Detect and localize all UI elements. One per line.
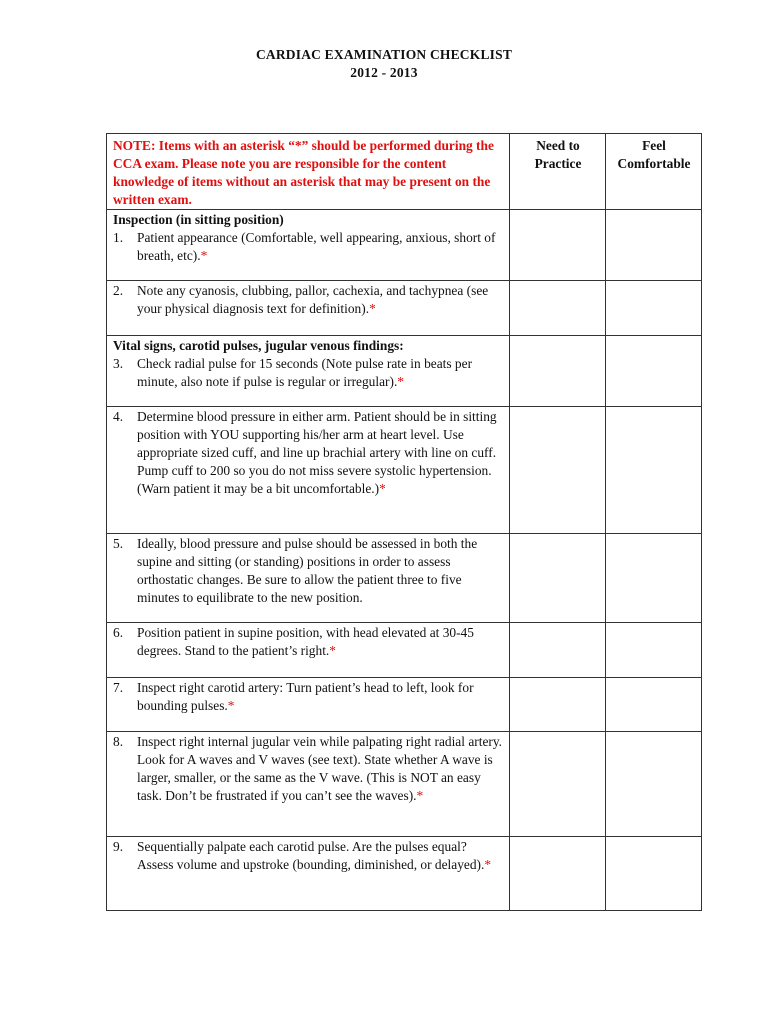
item-text-body: Inspect right internal jugular vein while palpating right radial artery. Look for A waves and V waves (see text). State whether A wave is larger, smaller, or the same as the V wave. (This is NOT an easy task. Don’t be frustrated if you can’t see the waves). xyxy=(137,734,503,803)
item-text-body: Note any cyanosis, clubbing, pallor, cachexia, and tachypnea (see your physical diagnosis text for definition). xyxy=(137,283,489,316)
table-row xyxy=(107,732,702,837)
asterisk-mark: * xyxy=(379,481,386,496)
table-row xyxy=(107,837,702,911)
item-cell xyxy=(107,407,510,534)
item-number: 3. xyxy=(113,356,124,371)
table-row xyxy=(107,678,702,732)
item-number: 1. xyxy=(113,230,124,245)
asterisk-mark: * xyxy=(416,788,424,803)
need-to-practice-checkbox[interactable] xyxy=(510,336,606,407)
asterisk-mark: * xyxy=(200,248,208,263)
table-row xyxy=(107,407,702,534)
asterisk-mark: * xyxy=(227,698,235,713)
item-text xyxy=(137,733,504,805)
item-number: 9. xyxy=(113,839,124,854)
item-number: 8. xyxy=(113,734,124,749)
item-number: 6. xyxy=(113,625,124,640)
document-title: CARDIAC EXAMINATION CHECKLIST xyxy=(255,47,513,62)
section-title: Vital signs, carotid pulses, jugular venous findings: xyxy=(113,338,404,353)
feel-comfortable-checkbox[interactable] xyxy=(606,281,702,336)
feel-comfortable-label: Feel Comfortable xyxy=(617,138,691,171)
item-text-body: Check radial pulse for 15 seconds (Note pulse rate in beats per minute, also note if pulse is regular or irregular). xyxy=(137,356,473,389)
item-cell xyxy=(107,678,510,732)
asterisk-mark: * xyxy=(369,301,376,316)
table-row xyxy=(107,336,702,407)
need-to-practice-checkbox[interactable] xyxy=(510,837,606,911)
feel-comfortable-header xyxy=(606,134,702,210)
item-text xyxy=(137,355,504,391)
item-text xyxy=(137,624,504,660)
checklist-item xyxy=(113,355,504,391)
item-text xyxy=(137,535,504,607)
checklist-item xyxy=(113,838,504,874)
document-year: 2012 - 2013 xyxy=(350,65,418,80)
feel-comfortable-checkbox[interactable] xyxy=(606,407,702,534)
need-to-practice-checkbox[interactable] xyxy=(510,623,606,678)
item-text xyxy=(137,408,504,498)
feel-comfortable-checkbox[interactable] xyxy=(606,732,702,837)
asterisk-mark: * xyxy=(397,374,404,389)
header-row xyxy=(107,134,702,210)
table-row xyxy=(107,210,702,281)
item-number: 7. xyxy=(113,680,124,695)
item-cell xyxy=(107,336,510,407)
need-to-practice-label: Need to Practice xyxy=(534,138,582,171)
item-number: 2. xyxy=(113,283,124,298)
table-row xyxy=(107,281,702,336)
item-text-body: Inspect right carotid artery: Turn patient’s head to left, look for bounding pulses. xyxy=(137,680,474,713)
item-text-body: Sequentially palpate each carotid pulse. Are the pulses equal? Assess volume and upstroke (bounding, diminished, or delayed). xyxy=(137,839,485,872)
need-to-practice-header xyxy=(510,134,606,210)
section-title: Inspection (in sitting position) xyxy=(113,212,284,227)
item-cell xyxy=(107,623,510,678)
item-cell xyxy=(107,732,510,837)
item-cell xyxy=(107,210,510,281)
need-to-practice-checkbox[interactable] xyxy=(510,210,606,281)
table-row xyxy=(107,623,702,678)
table-row xyxy=(107,534,702,623)
note-cell: NOTE: Items with an asterisk “*” should be performed during the CCA exam. Please note you are responsible for the content knowledge of items without an asterisk that may be present on the written exam. xyxy=(107,134,510,210)
checklist-item xyxy=(113,408,504,498)
feel-comfortable-checkbox[interactable] xyxy=(606,336,702,407)
feel-comfortable-checkbox[interactable] xyxy=(606,210,702,281)
asterisk-mark: * xyxy=(329,643,336,658)
feel-comfortable-checkbox[interactable] xyxy=(606,678,702,732)
checklist-table xyxy=(106,133,702,911)
item-text-body: Patient appearance (Comfortable, well appearing, anxious, short of breath, etc). xyxy=(137,230,496,263)
need-to-practice-checkbox[interactable] xyxy=(510,407,606,534)
item-text-body: Determine blood pressure in either arm. Patient should be in sitting position with YOU supporting his/her arm at heart level. Use appropriate sized cuff, and line up brachial artery with line on cuff. Pump cuff to 200 so you do not miss severe systolic hypertension. (Warn patient it may be a bit uncomfortable.) xyxy=(137,409,497,496)
item-text-body: Ideally, blood pressure and pulse should be assessed in both the supine and sitting (or standing) positions in order to assess orthostatic changes. Be sure to allow the patient three to five minutes to equilibrate to the new position. xyxy=(137,536,478,605)
checklist-item xyxy=(113,535,504,607)
need-to-practice-checkbox[interactable] xyxy=(510,281,606,336)
feel-comfortable-checkbox[interactable] xyxy=(606,534,702,623)
need-to-practice-checkbox[interactable] xyxy=(510,678,606,732)
item-text xyxy=(137,679,504,715)
feel-comfortable-checkbox[interactable] xyxy=(606,623,702,678)
need-to-practice-checkbox[interactable] xyxy=(510,732,606,837)
item-text xyxy=(137,838,504,874)
checklist-item xyxy=(113,282,504,318)
checklist-item xyxy=(113,679,504,715)
item-text xyxy=(137,229,504,265)
item-cell xyxy=(107,837,510,911)
checklist-item xyxy=(113,229,504,265)
checklist-item xyxy=(113,624,504,660)
asterisk-mark: * xyxy=(484,857,492,872)
item-number: 5. xyxy=(113,536,124,551)
need-to-practice-checkbox[interactable] xyxy=(510,534,606,623)
item-number: 4. xyxy=(113,409,124,424)
item-cell xyxy=(107,534,510,623)
checklist-item xyxy=(113,733,504,805)
item-cell xyxy=(107,281,510,336)
feel-comfortable-checkbox[interactable] xyxy=(606,837,702,911)
item-text-body: Position patient in supine position, with head elevated at 30-45 degrees. Stand to the patient’s right. xyxy=(137,625,474,658)
item-text xyxy=(137,282,504,318)
